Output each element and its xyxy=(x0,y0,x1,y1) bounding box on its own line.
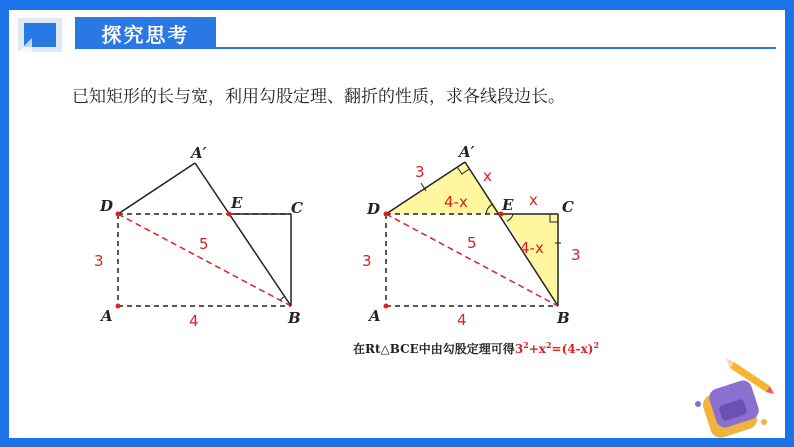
right-length-cb: 3 xyxy=(571,246,581,264)
right-point-a xyxy=(384,304,389,309)
section-title: 探究思考 xyxy=(101,22,190,47)
left-length-ab: 4 xyxy=(189,312,199,330)
backpack-pencil-illustration xyxy=(690,352,780,438)
right-length-ab: 4 xyxy=(457,311,467,329)
left-label-a: A xyxy=(101,307,113,325)
right-label-b: B xyxy=(557,309,570,327)
right-length-de: 4-x xyxy=(444,193,468,211)
left-label-c: C xyxy=(291,199,303,217)
left-point-d xyxy=(116,212,121,217)
question-text: 已知矩形的长与宽，利用勾股定理、翻折的性质，求各线段边长。 xyxy=(72,87,565,107)
right-length-da-prime: 3 xyxy=(415,163,425,181)
left-figure xyxy=(94,144,303,330)
right-label-a: A xyxy=(369,307,381,325)
right-point-d xyxy=(384,212,389,217)
left-label-e: E xyxy=(231,194,243,212)
formula-exp-2: 2 xyxy=(545,340,552,350)
left-label-a-prime: A′ xyxy=(191,144,207,162)
right-label-d: D xyxy=(367,200,381,218)
caption xyxy=(353,340,599,357)
right-figure xyxy=(362,143,581,329)
right-length-ad: 3 xyxy=(362,252,372,270)
left-point-a xyxy=(116,304,121,309)
left-length-ad: 3 xyxy=(94,252,104,270)
left-length-db: 5 xyxy=(199,235,209,253)
formula-plus-x: +x xyxy=(528,342,546,356)
right-length-a-prime-e: x xyxy=(483,167,492,185)
caption-formula xyxy=(515,342,599,356)
backpack-icon xyxy=(695,378,767,438)
formula-exp-3: 2 xyxy=(593,340,600,350)
right-length-eb: 4-x xyxy=(520,239,544,257)
left-segment-a-prime-b xyxy=(195,163,291,306)
right-label-e: E xyxy=(502,196,514,214)
left-label-d: D xyxy=(100,197,114,215)
left-angle-mark xyxy=(280,296,285,300)
left-diagonal-db xyxy=(118,214,291,306)
formula-base-1: 3 xyxy=(514,342,524,356)
right-length-ec: x xyxy=(529,191,538,209)
right-label-c: C xyxy=(562,198,574,216)
left-point-e xyxy=(227,212,232,217)
right-length-db: 5 xyxy=(467,234,477,252)
caption-prefix: 在Rt△BCE中由勾股定理可得 xyxy=(353,342,515,356)
formula-rhs: =(4-x) xyxy=(551,342,594,356)
formula-exp-1: 2 xyxy=(523,340,529,350)
right-label-a-prime: A′ xyxy=(459,143,475,161)
left-segment-da-prime xyxy=(118,163,195,214)
left-label-b: B xyxy=(288,309,301,327)
